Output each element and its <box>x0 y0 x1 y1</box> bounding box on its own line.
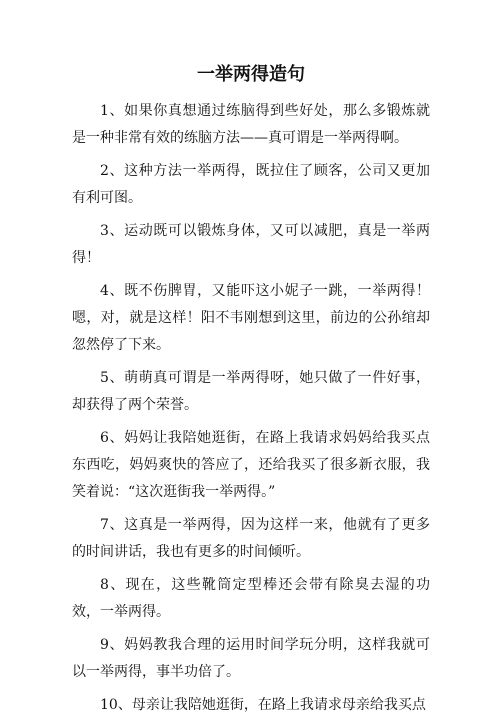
page-title: 一举两得造句 <box>197 64 305 85</box>
sentence-4: 4、既不伤脾胃，又能吓这小妮子一跳，一举两得！嗯，对，就是这样！阳不韦刚想到这里，前边的公孙绾却忽然停了下来。 <box>72 283 430 353</box>
sentence-1: 1、如果你真想通过练脑得到些好处，那么多锻炼就是一种非常有效的练脑方法——真可谓是一举两得啊。 <box>72 103 430 146</box>
sentence-9: 9、妈妈教我合理的运用时间学玩分明，这样我就可以一举两得，事半功倍了。 <box>72 637 430 680</box>
sentence-6: 6、妈妈让我陪她逛街，在路上我请求妈妈给我买点东西吃，妈妈爽快的答应了，还给我买了很多新衣服，我笑着说：“这次逛街我一举两得。” <box>72 430 430 500</box>
sentence-8: 8、现在，这些靴筒定型棒还会带有除臭去湿的功效，一举两得。 <box>72 577 430 620</box>
sentence-10: 10、母亲让我陪她逛街，在路上我请求母亲给我买点 <box>100 697 426 713</box>
sentence-3: 3、运动既可以锻炼身体，又可以减肥，真是一举两得！ <box>72 223 430 266</box>
sentence-2: 2、这种方法一举两得，既拉住了顾客，公司又更加有利可图。 <box>72 163 430 206</box>
sentence-7: 7、这真是一举两得，因为这样一来，他就有了更多的时间讲话，我也有更多的时间倾听。 <box>72 517 430 560</box>
sentence-5: 5、萌萌真可谓是一举两得呀，她只做了一件好事，却获得了两个荣誉。 <box>72 370 430 413</box>
